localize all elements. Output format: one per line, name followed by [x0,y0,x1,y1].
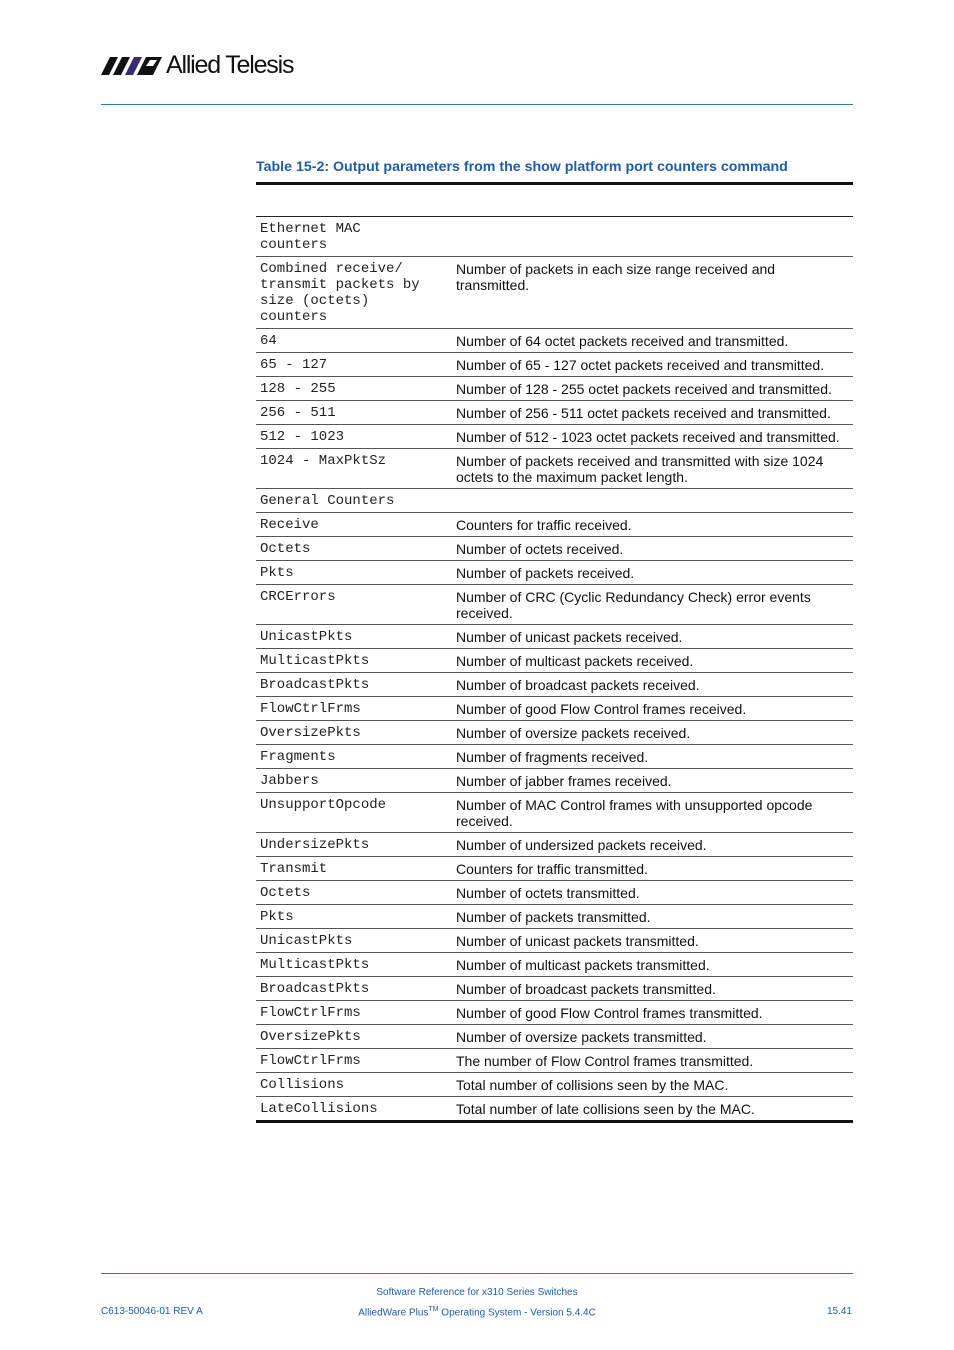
parameter-cell: MulticastPkts [256,953,452,977]
description-cell: Number of CRC (Cyclic Redundancy Check) error events received. [452,585,853,625]
table-row [256,1025,853,1049]
footer-os-name: AlliedWare Plus [358,1307,429,1319]
table-row [256,833,853,857]
table-row [256,929,853,953]
parameter-cell: UnicastPkts [256,625,452,649]
description-cell: Number of multicast packets received. [452,649,853,673]
parameter-cell: UndersizePkts [256,833,452,857]
parameter-cell: 512 - 1023 [256,425,452,449]
description-cell: Number of 128 - 255 octet packets received and transmitted. [452,377,853,401]
description-cell: Number of good Flow Control frames transmitted. [452,1001,853,1025]
description-cell: Number of MAC Control frames with unsupported opcode received. [452,793,853,833]
description-cell: Number of packets in each size range received and transmitted. [452,257,853,329]
parameter-cell: Octets [256,537,452,561]
table-body [256,217,853,1122]
parameter-cell: Jabbers [256,769,452,793]
table-row [256,697,853,721]
parameter-cell: Pkts [256,905,452,929]
table-row [256,793,853,833]
description-cell: Number of oversize packets transmitted. [452,1025,853,1049]
description-cell: Number of unicast packets received. [452,625,853,649]
table-row [256,1001,853,1025]
footer-rule [101,1273,853,1274]
description-cell: The number of Flow Control frames transmitted. [452,1049,853,1073]
table-row [256,561,853,585]
parameter-cell: BroadcastPkts [256,977,452,1001]
parameter-cell: Combined receive/ transmit packets by size (octets) counters [256,257,452,329]
table-row [256,329,853,353]
table-row [256,953,853,977]
description-cell: Number of jabber frames received. [452,769,853,793]
table-row [256,625,853,649]
parameter-cell: UnicastPkts [256,929,452,953]
parameter-cell: OversizePkts [256,721,452,745]
description-cell: Counters for traffic transmitted. [452,857,853,881]
logo-wordmark: Allied Telesis [166,51,294,79]
parameter-cell: 64 [256,329,452,353]
allied-telesis-logo-mark-icon [101,54,163,76]
table-row [256,377,853,401]
parameter-cell: FlowCtrlFrms [256,1001,452,1025]
table-row [256,489,853,513]
parameter-cell: CRCErrors [256,585,452,625]
footer-document-title: Software Reference for x310 Series Switches [376,1287,578,1298]
table-row [256,585,853,625]
footer-os-version [300,1306,654,1318]
description-cell: Number of undersized packets received. [452,833,853,857]
parameter-cell: Collisions [256,1073,452,1097]
footer-trademark: TM [428,1306,439,1313]
table-row [256,649,853,673]
table-row [256,257,853,329]
description-cell: Number of 64 octet packets received and transmitted. [452,329,853,353]
table-row [256,769,853,793]
parameter-cell: 256 - 511 [256,401,452,425]
table-title: Table 15-2: Output parameters from the show platform port counters command [256,159,788,175]
table-row [256,857,853,881]
description-cell [452,489,853,513]
parameter-cell: General Counters [256,489,452,513]
description-cell: Total number of late collisions seen by the MAC. [452,1097,853,1122]
table-row [256,977,853,1001]
footer-doc-id: C613-50046-01 REV A [101,1306,203,1317]
output-parameters-table [256,216,853,1123]
description-cell: Number of broadcast packets transmitted. [452,977,853,1001]
footer-os-suffix: Operating System - Version 5.4.4C [438,1307,596,1319]
parameter-cell: LateCollisions [256,1097,452,1122]
description-cell: Number of octets transmitted. [452,881,853,905]
parameter-cell: Pkts [256,561,452,585]
table-title-rule [256,182,853,185]
parameter-cell: BroadcastPkts [256,673,452,697]
description-cell: Number of oversize packets received. [452,721,853,745]
parameter-cell: FlowCtrlFrms [256,1049,452,1073]
table-row [256,449,853,489]
header-rule [101,104,853,105]
table-row [256,721,853,745]
parameter-cell: Fragments [256,745,452,769]
parameter-cell: UnsupportOpcode [256,793,452,833]
description-cell: Number of 65 - 127 octet packets received and transmitted. [452,353,853,377]
table-row [256,881,853,905]
table-row [256,425,853,449]
description-cell: Number of fragments received. [452,745,853,769]
allied-telesis-logo [101,51,293,79]
table-row [256,673,853,697]
description-cell: Number of 512 - 1023 octet packets received and transmitted. [452,425,853,449]
table-row [256,401,853,425]
description-cell: Counters for traffic received. [452,513,853,537]
description-cell [452,217,853,257]
table-row [256,905,853,929]
parameter-cell: 65 - 127 [256,353,452,377]
parameter-cell: Octets [256,881,452,905]
footer-page-number: 15.41 [826,1306,852,1317]
table-row [256,217,853,257]
table-row [256,745,853,769]
table-row [256,1097,853,1122]
parameter-cell: OversizePkts [256,1025,452,1049]
description-cell: Number of 256 - 511 octet packets received and transmitted. [452,401,853,425]
description-cell: Number of good Flow Control frames received. [452,697,853,721]
table-row [256,1073,853,1097]
parameter-cell: Receive [256,513,452,537]
table-row [256,353,853,377]
description-cell: Number of octets received. [452,537,853,561]
parameter-cell: 1024 - MaxPktSz [256,449,452,489]
description-cell: Number of packets received. [452,561,853,585]
description-cell: Number of broadcast packets received. [452,673,853,697]
description-cell: Number of unicast packets transmitted. [452,929,853,953]
table-row [256,1049,853,1073]
table-row [256,537,853,561]
parameter-cell: 128 - 255 [256,377,452,401]
description-cell: Number of packets transmitted. [452,905,853,929]
description-cell: Number of multicast packets transmitted. [452,953,853,977]
parameter-cell: FlowCtrlFrms [256,697,452,721]
parameter-cell: MulticastPkts [256,649,452,673]
description-cell: Total number of collisions seen by the MAC. [452,1073,853,1097]
table-row [256,513,853,537]
parameter-cell: Transmit [256,857,452,881]
parameter-cell: Ethernet MAC counters [260,221,361,253]
description-cell: Number of packets received and transmitted with size 1024 octets to the maximum packet length. [452,449,853,489]
